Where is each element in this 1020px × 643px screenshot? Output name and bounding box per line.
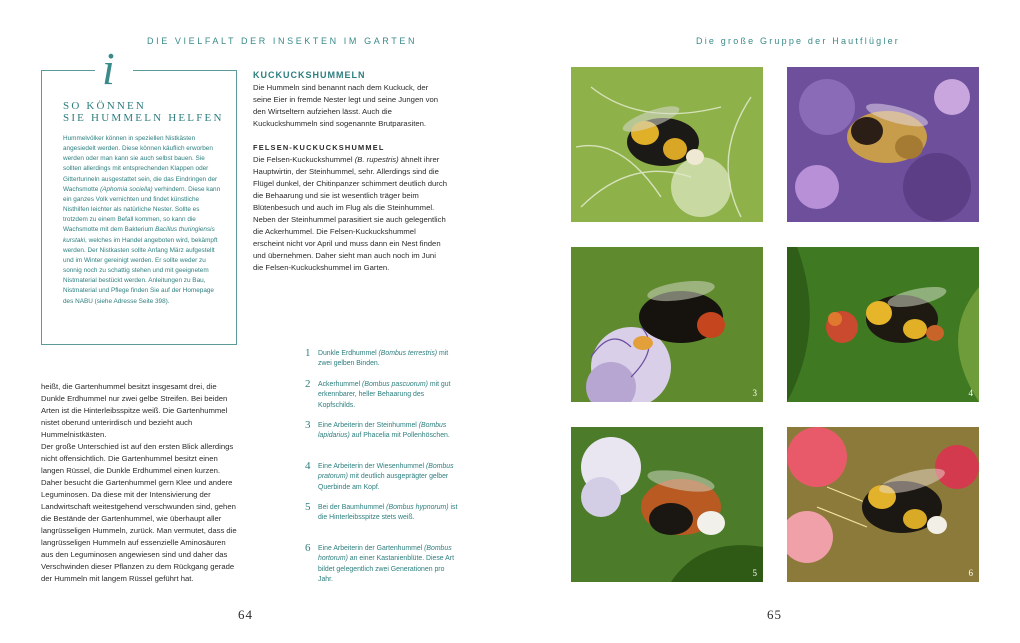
- middle-paragraph-2: [253, 154, 447, 274]
- info-title-line-1: SO KÖNNEN: [63, 100, 147, 112]
- caption-italic: (Bombus pascuorum): [362, 381, 428, 388]
- bee-photo-illustration: [787, 427, 979, 582]
- info-text-part: verhindern. Diese kann ein ganzes Volk vernichten und findet künstliche Nisthilfen leichter als natürliche Nester. Sollte es trotzdem zu einem Befall kommen, so kann die Wachsmotte mit dem Bakterium: [63, 185, 221, 234]
- info-text-part: , welches im Handel angeboten wird, bekämpft werden. Der Nistkasten sollte Anfang März aufgestellt und im Winter gereinigt werden. Er sollte weder zu sonnig noch zu schattig stehen und mit geeignetem Nistmaterial bestückt werden. Anleitungen zu Bau, Nistmaterial und Pflege finden Sie auf der Homepage des NABU (siehe Adresse Seite 398).: [63, 236, 218, 305]
- caption-text: ist die Hinterleibsspitze stets weiß.: [318, 504, 458, 522]
- left-running-title: DIE VIELFALT DER INSEKTEN IM GARTEN: [147, 36, 418, 46]
- left-body-paragraph-1: heißt, die Gartenhummel besitzt insgesamt drei, die Dunkle Erdhummel nur zwei gelbe Streifen. Bei beiden Arten ist die Hinterleibsspitze weiß. Die Gartenhummel nistet oberund unterirdisch und bezieht auch Hummelnistkästen.: [41, 382, 228, 439]
- caption-number: 4: [305, 460, 311, 472]
- caption-text: auf Phacelia mit Pollenhöschen.: [349, 432, 450, 440]
- caption-text: mit zwei gelben Binden.: [318, 350, 449, 368]
- caption-number: 6: [305, 542, 311, 554]
- caption-text: Dunkle Erdhummel: [318, 350, 379, 357]
- page-number-right: 65: [767, 607, 782, 622]
- info-text-italic: Bacillus thuringiensis kurstaki: [63, 226, 215, 244]
- photo-5-bombus-hypnorum: [571, 427, 763, 582]
- photo-number: 3: [752, 388, 757, 398]
- photo-3-bombus-lapidarius: [571, 247, 763, 402]
- middle-text-part: Die Felsen-Kuckuckshummel: [253, 155, 355, 164]
- caption-text: Eine Arbeiterin der Steinhummel: [318, 422, 419, 429]
- caption-number: 5: [305, 501, 311, 513]
- caption-number: 2: [305, 378, 311, 390]
- section-heading-kuckuckshummeln: KUCKUCKSHUMMELN: [253, 70, 366, 80]
- photo-4-bombus-pratorum: [787, 247, 979, 402]
- photo-2-bombus-pascuorum: [787, 67, 979, 222]
- caption-text: an einer Kastanienblüte. Diese Art bildet gelegentlich zwei Generationen pro Jahr.: [318, 555, 454, 584]
- middle-text-italic: (B. rupestris): [354, 155, 399, 164]
- caption-text: Bei der Baumhummel: [318, 504, 387, 511]
- middle-paragraph-1: Die Hummeln sind benannt nach dem Kuckuck, der seine Eier in fremde Nester legt und seine Jungen von den Wirtseltern aufziehen lässt. Auch die Kuckuckshummeln sind sogenannte Brutparasiten.: [253, 83, 439, 128]
- info-text-part: Hummelvölker können in speziellen Nistkästen angesiedelt werden. Diese können käuflich erworben werden oder man kann sie auch selbst bauen. Sie sollten allerdings mit entsprechenden Klappen oder Gittertunneln ausgestattet sein, die das Eindringen der Wachsmotte: [63, 135, 218, 193]
- photo-6-bombus-hortorum: [787, 427, 979, 582]
- bee-photo-illustration: [787, 67, 979, 222]
- bee-photo-illustration: [571, 247, 763, 402]
- middle-text-part: ähnelt ihrer Hauptwirtin, der Steinhummel, sehr. Allerdings sind die Flügel dunkel, der Chitinpanzer schimmert deutlich durch die Behaarung und sie ist wesentlich träger beim Blütenbesuch und auch im Flug als die Steinhummel. Neben der Steinhummel parasitiert sie auch gelegentlich die Ackerhummel. Die Felsen-Kuckuckshummel erscheint nicht vor April und muss dann ein Nest finden und übernehmen. Daher sieht man auch noch im Juni die Felsen-Kuckuckshummel im Garten.: [253, 155, 447, 272]
- bee-photo-illustration: [571, 67, 763, 222]
- caption-text: Eine Arbeiterin der Gartenhummel: [318, 545, 425, 552]
- caption-number: 3: [305, 419, 311, 431]
- caption-number: 1: [305, 347, 311, 359]
- caption-text: Eine Arbeiterin der Wiesenhummel: [318, 463, 427, 470]
- caption-italic: (Bombus hypnorum): [386, 504, 449, 511]
- info-text-italic: (Aphomia sociella): [100, 185, 153, 193]
- bee-photo-illustration: [571, 427, 763, 582]
- info-i-icon: i: [102, 43, 115, 94]
- info-box-text: [63, 134, 223, 307]
- right-running-title: Die große Gruppe der Hautflügler: [696, 36, 900, 46]
- info-title-line-2: SIE HUMMELN HELFEN: [63, 112, 224, 124]
- caption-italic: (Bombus lapidarius): [318, 422, 447, 440]
- info-box-title: [63, 100, 233, 124]
- caption-italic: (Bombus hortorum): [318, 545, 452, 563]
- caption-italic: (Bombus terrestris): [378, 350, 438, 357]
- bee-photo-illustration: [787, 247, 979, 402]
- caption-text: mit gut erkennbarer, heller Behaarung des Kopfschilds.: [318, 381, 451, 409]
- subheading-felsen-kuckuckshummel: FELSEN-KUCKUCKSHUMMEL: [253, 143, 385, 152]
- photo-1-bombus-terrestris: [571, 67, 763, 222]
- photo-number: 6: [968, 568, 973, 578]
- photo-number: 5: [752, 568, 757, 578]
- left-body-paragraph-2: Der große Unterschied ist auf den ersten Blick allerdings nicht offensichtlich. Die Gartenhummel besitzt einen langen Rüssel, die Dunkle Erdhummel einen kurzen. Daher besucht die Gartenhummel gern Klee und andere Leguminosen. Da diese mit der Intensivierung der Landwirtschaft weitestgehend verschwunden sind, gehen die Bestände der Gartenhummel, wie überhaupt aller langrüsseligen Hummeln, zurück. Man vermutet, dass die langrüsseligen Hummeln auf essenzielle Aminosäuren aus den Leguminosen angewiesen sind und daher das Verschwinden dieser Pflanzen zu dem Rückgang gerade der Hummeln mit langem Rüssel geführt hat.: [41, 442, 237, 583]
- caption-text: mit deutlich ausgeprägter gelber Querbinde am Kopf.: [318, 473, 449, 491]
- page-number-left: 64: [238, 607, 253, 622]
- photo-number: 4: [968, 388, 973, 398]
- caption-italic: (Bombus pratorum): [318, 463, 454, 481]
- caption-text: Ackerhummel: [318, 381, 363, 388]
